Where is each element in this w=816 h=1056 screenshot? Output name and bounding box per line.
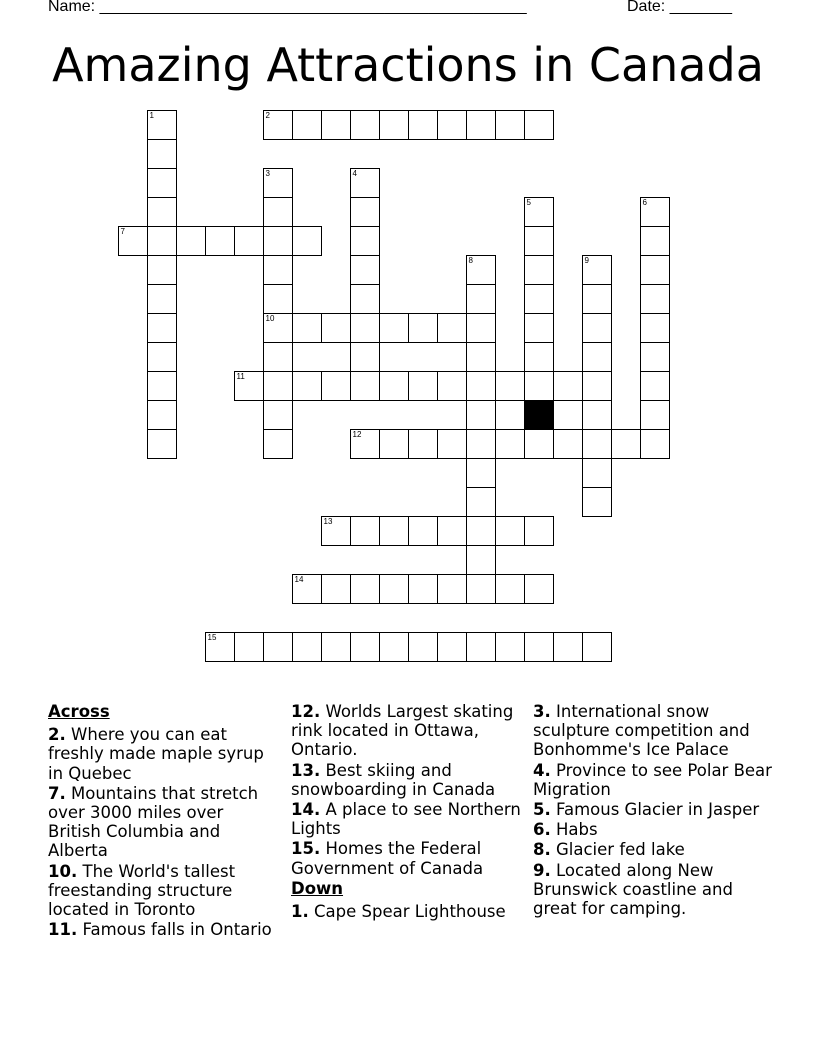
grid-cell[interactable]	[582, 429, 612, 459]
grid-cell[interactable]	[147, 313, 177, 343]
grid-cell[interactable]	[582, 487, 612, 517]
grid-cell[interactable]	[350, 632, 380, 662]
grid-cell[interactable]	[437, 313, 467, 343]
clue-down-8	[533, 840, 773, 859]
grid-cell[interactable]	[582, 342, 612, 372]
grid-cell[interactable]	[350, 313, 380, 343]
grid-cell[interactable]	[292, 632, 322, 662]
grid-cell[interactable]	[292, 371, 322, 401]
clue-number: 8.	[533, 840, 551, 860]
page-title: Amazing Attractions in Canada	[52, 38, 764, 92]
grid-cell[interactable]	[408, 110, 438, 140]
clue-number: 1.	[291, 902, 309, 922]
grid-cell[interactable]	[640, 342, 670, 372]
clue-down-4	[533, 761, 773, 799]
clue-text: Habs	[556, 820, 598, 840]
clue-text: A place to see Northern Lights	[291, 800, 521, 839]
clues-column-3	[533, 702, 773, 919]
clue-text: Famous Glacier in Jasper	[556, 800, 760, 820]
grid-cell[interactable]	[234, 371, 264, 401]
cell-number: 7	[120, 227, 125, 236]
grid-cell[interactable]	[524, 632, 554, 662]
grid-cell[interactable]	[118, 226, 148, 256]
cell-number: 11	[236, 372, 245, 381]
clue-text: Famous falls in Ontario	[82, 920, 272, 940]
grid-cell[interactable]	[524, 429, 554, 459]
grid-cell[interactable]	[408, 516, 438, 546]
grid-cell[interactable]	[466, 110, 496, 140]
grid-cell[interactable]	[582, 313, 612, 343]
grid-cell[interactable]	[147, 284, 177, 314]
grid-cell[interactable]	[176, 226, 206, 256]
grid-cell[interactable]	[263, 110, 293, 140]
grid-cell[interactable]	[263, 342, 293, 372]
cell-number: 1	[149, 111, 154, 120]
grid-cell[interactable]	[379, 516, 409, 546]
grid-cell[interactable]	[582, 400, 612, 430]
down-heading: Down	[291, 878, 344, 898]
grid-cell[interactable]	[437, 371, 467, 401]
grid-cell[interactable]	[495, 371, 525, 401]
grid-cell[interactable]	[466, 342, 496, 372]
clue-down-5	[533, 800, 773, 819]
grid-cell[interactable]	[524, 226, 554, 256]
grid-cell[interactable]	[466, 487, 496, 517]
clue-number: 12.	[291, 702, 321, 721]
clue-number: 13.	[291, 760, 321, 780]
grid-cell[interactable]	[524, 516, 554, 546]
grid-cell[interactable]	[466, 574, 496, 604]
grid-cell[interactable]	[495, 574, 525, 604]
name-label: Name:	[48, 0, 96, 15]
clue-text: Glacier fed lake	[556, 840, 685, 860]
grid-cell[interactable]	[524, 110, 554, 140]
clue-text: Best skiing and snowboarding in Canada	[291, 760, 496, 799]
grid-cell[interactable]	[350, 110, 380, 140]
grid-cell[interactable]	[263, 313, 293, 343]
date-blank: _______	[669, 0, 732, 15]
grid-cell[interactable]	[321, 371, 351, 401]
grid-cell[interactable]	[263, 226, 293, 256]
grid-cell[interactable]	[524, 197, 554, 227]
grid-cell[interactable]	[466, 400, 496, 430]
grid-cell[interactable]	[495, 516, 525, 546]
grid-cell[interactable]	[321, 632, 351, 662]
grid-cell[interactable]	[350, 371, 380, 401]
grid-cell[interactable]	[292, 110, 322, 140]
grid-cell[interactable]	[147, 342, 177, 372]
cell-number: 15	[207, 633, 217, 642]
grid-cell[interactable]	[263, 429, 293, 459]
grid-cell[interactable]	[437, 429, 467, 459]
grid-cell[interactable]	[379, 632, 409, 662]
cell-number: 3	[265, 169, 270, 178]
grid-cell[interactable]	[437, 574, 467, 604]
grid-cell[interactable]	[321, 110, 351, 140]
clue-text: Cape Spear Lighthouse	[314, 902, 506, 922]
grid-cell[interactable]	[147, 139, 177, 169]
grid-cell[interactable]	[350, 168, 380, 198]
grid-cell[interactable]	[321, 574, 351, 604]
clues-column-2	[291, 702, 523, 922]
cell-number: 12	[352, 430, 362, 439]
grid-cell[interactable]	[205, 632, 235, 662]
black-cell	[524, 400, 554, 430]
clue-number: 14.	[291, 800, 321, 820]
grid-cell[interactable]	[408, 313, 438, 343]
grid-cell[interactable]	[350, 574, 380, 604]
grid-cell[interactable]	[466, 632, 496, 662]
grid-cell[interactable]	[553, 632, 583, 662]
clue-number: 6.	[533, 820, 551, 840]
grid-cell[interactable]	[379, 574, 409, 604]
clue-text: Province to see Polar Bear Migration	[533, 760, 772, 799]
grid-cell[interactable]	[234, 632, 264, 662]
grid-cell[interactable]	[147, 371, 177, 401]
clue-number: 3.	[533, 702, 551, 721]
cell-number: 8	[468, 256, 473, 265]
clue-across-14	[291, 800, 523, 838]
grid-cell[interactable]	[147, 429, 177, 459]
grid-cell[interactable]	[495, 429, 525, 459]
clue-number: 15.	[291, 839, 321, 859]
clue-down-6	[533, 820, 773, 839]
grid-cell[interactable]	[553, 371, 583, 401]
grid-cell[interactable]	[234, 226, 264, 256]
grid-cell[interactable]	[611, 429, 641, 459]
grid-cell[interactable]	[466, 371, 496, 401]
grid-cell[interactable]	[408, 632, 438, 662]
grid-cell[interactable]	[640, 226, 670, 256]
clue-text: Located along New Brunswick coastline and great for camping.	[533, 860, 733, 919]
grid-cell[interactable]	[582, 371, 612, 401]
grid-cell[interactable]	[408, 574, 438, 604]
clue-number: 11.	[48, 920, 78, 940]
grid-cell[interactable]	[582, 458, 612, 488]
clue-number: 7.	[48, 783, 66, 803]
clue-number: 9.	[533, 860, 551, 880]
clue-text: Mountains that stretch over 3000 miles over British Columbia and Alberta	[48, 783, 259, 861]
grid-cell[interactable]	[524, 342, 554, 372]
grid-cell[interactable]	[350, 197, 380, 227]
grid-cell[interactable]	[466, 255, 496, 285]
grid-cell[interactable]	[205, 226, 235, 256]
grid-cell[interactable]	[321, 516, 351, 546]
clue-number: 5.	[533, 800, 551, 820]
clue-across-13	[291, 761, 523, 799]
grid-cell[interactable]	[263, 197, 293, 227]
cell-number: 9	[584, 256, 589, 265]
across-heading: Across	[48, 702, 110, 721]
grid-cell[interactable]	[437, 516, 467, 546]
cell-number: 2	[265, 111, 270, 120]
grid-cell[interactable]	[147, 168, 177, 198]
clue-down-3	[533, 702, 773, 760]
grid-cell[interactable]	[524, 574, 554, 604]
clue-across-11	[48, 920, 280, 939]
grid-cell[interactable]	[263, 168, 293, 198]
clues-column-1	[48, 702, 280, 940]
grid-cell[interactable]	[640, 429, 670, 459]
grid-cell[interactable]	[466, 516, 496, 546]
grid-cell[interactable]	[147, 255, 177, 285]
clue-text: The World's tallest freestanding structure located in Toronto	[48, 861, 236, 920]
grid-cell[interactable]	[582, 632, 612, 662]
grid-cell[interactable]	[466, 458, 496, 488]
grid-cell[interactable]	[379, 429, 409, 459]
grid-cell[interactable]	[379, 110, 409, 140]
grid-cell[interactable]	[640, 284, 670, 314]
cell-number: 13	[323, 517, 333, 526]
grid-cell[interactable]	[147, 110, 177, 140]
grid-cell[interactable]	[495, 632, 525, 662]
grid-cell[interactable]	[263, 255, 293, 285]
clue-down-1	[291, 902, 523, 921]
grid-cell[interactable]	[524, 371, 554, 401]
grid-cell[interactable]	[350, 516, 380, 546]
grid-cell[interactable]	[408, 429, 438, 459]
clue-text: Where you can eat freshly made maple syrup in Quebec	[48, 725, 264, 783]
grid-cell[interactable]	[466, 429, 496, 459]
grid-cell[interactable]	[640, 371, 670, 401]
clue-number: 4.	[533, 760, 551, 780]
grid-cell[interactable]	[379, 371, 409, 401]
grid-cell[interactable]	[408, 371, 438, 401]
grid-cell[interactable]	[437, 632, 467, 662]
grid-cell[interactable]	[350, 284, 380, 314]
cell-number: 5	[526, 198, 531, 207]
grid-cell[interactable]	[640, 255, 670, 285]
grid-cell[interactable]	[640, 313, 670, 343]
grid-cell[interactable]	[582, 284, 612, 314]
grid-cell[interactable]	[263, 284, 293, 314]
cell-number: 14	[294, 575, 304, 584]
grid-cell[interactable]	[350, 342, 380, 372]
clue-number: 2.	[48, 725, 66, 745]
grid-cell[interactable]	[292, 574, 322, 604]
grid-cell[interactable]	[437, 110, 467, 140]
cell-number: 4	[352, 169, 357, 178]
grid-cell[interactable]	[524, 284, 554, 314]
cell-number: 10	[265, 314, 275, 323]
clue-text: International snow sculpture competition and Bonhomme's Ice Palace	[533, 702, 750, 760]
grid-cell[interactable]	[263, 400, 293, 430]
grid-cell[interactable]	[321, 313, 351, 343]
cell-number: 6	[642, 198, 647, 207]
grid-cell[interactable]	[466, 545, 496, 575]
grid-cell[interactable]	[350, 226, 380, 256]
grid-cell[interactable]	[466, 284, 496, 314]
grid-cell[interactable]	[292, 226, 322, 256]
clue-across-12	[291, 702, 523, 760]
grid-cell[interactable]	[495, 110, 525, 140]
date-label: Date:	[627, 0, 666, 15]
grid-cell[interactable]	[263, 632, 293, 662]
grid-cell[interactable]	[379, 313, 409, 343]
clue-across-7	[48, 784, 280, 861]
grid-cell[interactable]	[292, 313, 322, 343]
clue-down-9	[533, 861, 773, 919]
clue-across-2	[48, 725, 280, 783]
clue-number: 10.	[48, 861, 78, 881]
clue-across-15	[291, 839, 523, 877]
name-blank: ________________________________________________	[99, 0, 527, 15]
grid-cell[interactable]	[147, 226, 177, 256]
clue-text: Worlds Largest skating rink located in Ottawa, Ontario.	[291, 702, 514, 760]
grid-cell[interactable]	[350, 255, 380, 285]
grid-cell[interactable]	[640, 197, 670, 227]
grid-cell[interactable]	[263, 371, 293, 401]
grid-cell[interactable]	[524, 313, 554, 343]
grid-cell[interactable]	[466, 313, 496, 343]
grid-cell[interactable]	[350, 429, 380, 459]
grid-cell[interactable]	[147, 400, 177, 430]
grid-cell[interactable]	[147, 197, 177, 227]
clue-text: Homes the Federal Government of Canada	[291, 839, 484, 878]
grid-cell[interactable]	[582, 255, 612, 285]
grid-cell[interactable]	[553, 429, 583, 459]
grid-cell[interactable]	[524, 255, 554, 285]
clue-across-10	[48, 862, 280, 920]
grid-cell[interactable]	[640, 400, 670, 430]
